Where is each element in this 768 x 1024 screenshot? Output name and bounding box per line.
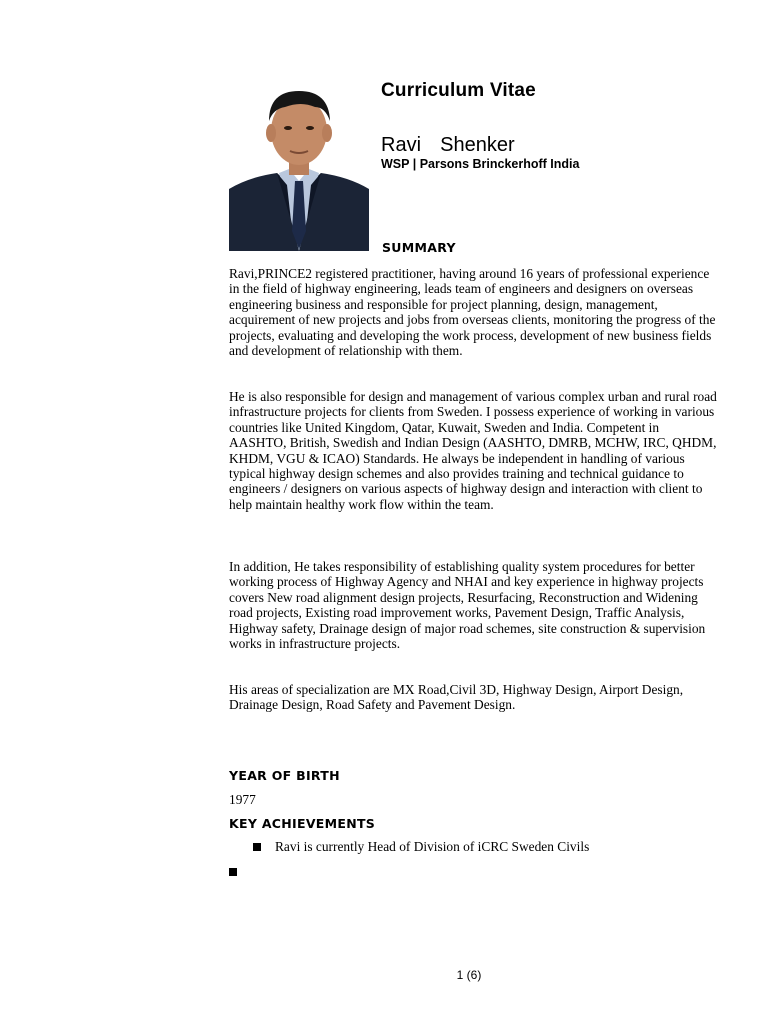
page-number: 1 (6) [456, 968, 482, 982]
year-of-birth-value: 1977 [229, 792, 256, 807]
key-achievements-heading: KEY ACHIEVEMENTS [229, 816, 376, 831]
year-of-birth-heading: YEAR OF BIRTH [229, 768, 340, 783]
bullet-square-icon [253, 843, 261, 851]
achievement-item: Ravi is currently Head of Division of iCRC Sweden Civils [275, 839, 590, 854]
summary-heading: SUMMARY [382, 240, 456, 255]
summary-paragraph-4: His areas of specialization are MX Road,Civil 3D, Highway Design, Airport Design, Drainage Design, Road Safety and Pavement Design. [229, 682, 684, 713]
summary-paragraph-1: Ravi,PRINCE2 registered practitioner, having around 16 years of professional experience in the field of highway engineering, leads team of engineers and designers on overseas engineering business and responsible for project planning, design, management, acquirement of new projects and jobs from overseas clients, monitoring the progress of the projects, evaluating and developing the work process, development of new business fields and development of relationship with them. [229, 266, 716, 359]
summary-paragraph-2: He is also responsible for design and management of various complex urban and rural road infrastructure projects for clients from Sweden. I possess experience of working in various countries like United Kingdom, Qatar, Kuwait, Sweden and India. Competent in AASHTO, British, Swedish and Indian Design (AASHTO, DMRB, MCHW, IRC, QHDM, KHDM, VGU & ICAO) Standards. He always be independent in handling of various typical highway design schemes and also provides training and technical guidance to engineers / designers on various aspects of highway design and interaction with client to help maintain healthy work flow within the team. [229, 389, 717, 512]
bullet-square-icon [229, 868, 237, 876]
profile-photo [229, 81, 369, 251]
cv-title: Curriculum Vitae [381, 80, 536, 101]
company-name: WSP | Parsons Brinckerhoff India [381, 157, 580, 171]
summary-paragraph-3: In addition, He takes responsibility of establishing quality system procedures for better working process of Highway Agency and NHAI and key experience in highway projects covers New road alignment design projects, Resurfacing, Reconstruction and Widening road projects, Existing road improvement works, Pavement Design, Traffic Analysis, Highway safety, Drainage design of major road schemes, site construction & supervision works in infrastructure projects. [229, 559, 706, 652]
candidate-name: Ravi Shenker [381, 134, 515, 156]
